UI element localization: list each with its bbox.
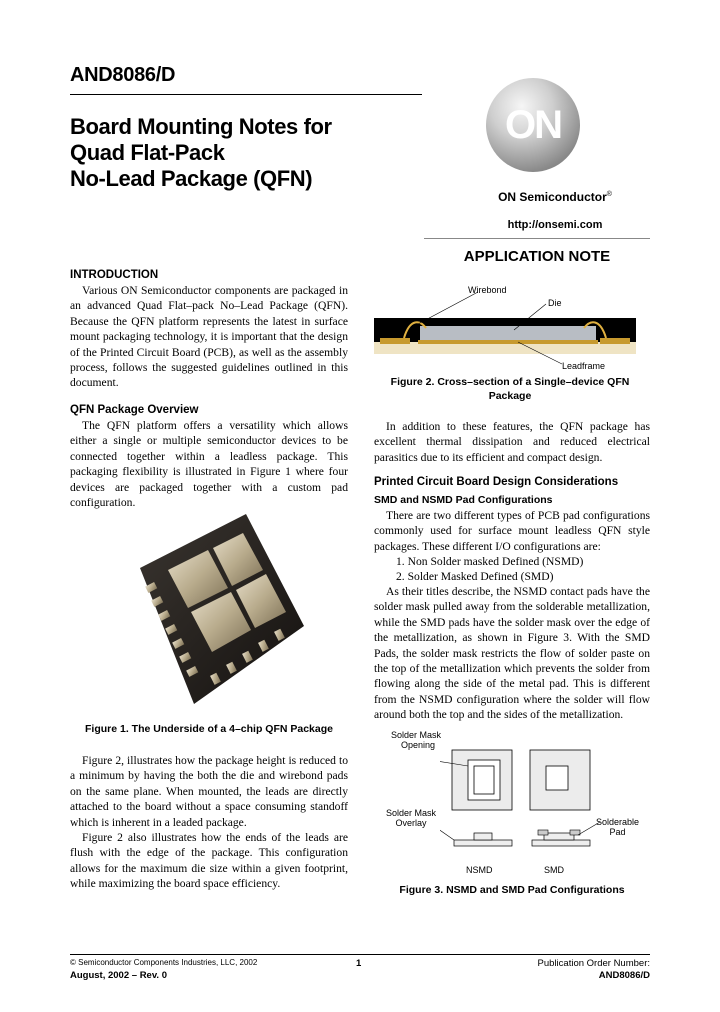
overview-heading: QFN Package Overview <box>70 404 199 416</box>
document-title <box>70 114 410 192</box>
label-nsmd: NSMD <box>466 865 493 875</box>
label-die: Die <box>548 298 562 308</box>
title-line-3: No-Lead Package (QFN) <box>70 166 313 191</box>
features-paragraph: In addition to these features, the QFN package has excellent thermal dissipation and reduced electrical parasitics due to its efficient and compact design. <box>374 420 650 464</box>
label-mask-overlay: Solder Mask Overlay <box>386 808 437 828</box>
header-rule <box>70 94 422 95</box>
intro-heading: INTRODUCTION <box>70 269 159 281</box>
nsmd-board <box>454 840 512 846</box>
pcb-heading: Printed Circuit Board Design Considerations <box>374 476 619 488</box>
overview-paragraph: The QFN platform offers a versatility which allows either a single or multiple semiconductor devices to be connected together within a leadless package. This packaging flexibility is illustrated in Figure 1 where four devices are packaged together with a custom pad configuration. <box>70 419 348 510</box>
figure-2-paragraph: Figure 2, illustrates how the package height is reduced to a minimum by having the both the die and wirebond pads on the same plane. When mounted, the leads are directly attached to the board without a space consuming standoff which is inherent in a leaded package. <box>70 754 348 829</box>
smd-mask-right <box>570 830 580 835</box>
footer-rule <box>70 954 650 955</box>
figure-1-caption: Figure 1. The Underside of a 4–chip QFN Package <box>85 723 333 735</box>
figure-2-cross-section <box>374 284 636 370</box>
label-wirebond: Wirebond <box>468 285 507 295</box>
publication-label: Publication Order Number: <box>537 958 650 969</box>
label-solderable-pad: Solderable Pad <box>596 817 640 837</box>
publication-number: AND8086/D <box>598 970 650 981</box>
figure-3-pad-diagram <box>440 740 610 870</box>
company-name: ON Semiconductor® <box>498 190 612 204</box>
lead-left <box>380 338 410 344</box>
nsmd-section-pad <box>474 833 492 840</box>
copyright: © Semiconductor Components Industries, LLC, 2002 <box>70 958 258 967</box>
smd-board <box>532 840 590 846</box>
figure-2b-paragraph: Figure 2 also illustrates how the ends of the leads are flush with the edge of the package. This configuration allows for the maximum die size within a given footprint, while maximizing the board space efficiency. <box>70 831 348 891</box>
list-item: 2. Solder Masked Defined (SMD) <box>396 570 554 584</box>
nsmd-paragraph: As their titles describe, the NSMD contact pads have the solder mask pulled away from the solderable metallization, while the SMD pads have the solder mask over the edge of the metallization, as shown in Figure 3. With the SMD Pads, the solder mask restricts the flow of solder paste on the top of the metallization which prevents the solder from flowing along the side of the metal pad. This is different from the NSMD configuration where the solder will flow around both the top and the sides of the metallization. <box>374 585 650 722</box>
smd-heading: SMD and NSMD Pad Configurations <box>374 494 553 506</box>
smd-mask-left <box>538 830 548 835</box>
label-mask-opening: Solder Mask Opening <box>391 730 442 750</box>
brand-rule <box>424 238 650 239</box>
title-line-2: Quad Flat-Pack <box>70 140 225 165</box>
figure-2-caption: Figure 2. Cross–section of a Single–device QFN Package <box>390 376 630 402</box>
nsmd-pad <box>474 766 494 794</box>
figure-1-qfn-package-image <box>128 508 308 718</box>
pad-config-list <box>396 554 583 585</box>
trademark-symbol: ® <box>606 191 612 198</box>
smd-opening <box>546 766 568 790</box>
leader-overlay <box>440 826 454 840</box>
list-item: 1. Non Solder masked Defined (NSMD) <box>396 555 584 568</box>
smd-section-pad <box>544 833 574 840</box>
company-url[interactable]: http://onsemi.com <box>507 219 603 231</box>
leader-pad <box>578 822 600 835</box>
die-paddle <box>418 340 598 344</box>
page-number: 1 <box>356 958 362 969</box>
document-number: AND8086/D <box>70 64 176 86</box>
smd-paragraph: There are two different types of PCB pad configurations commonly used for surface mount leadless QFN style packages. These different I/O configurations are: <box>374 509 650 553</box>
label-smd: SMD <box>544 865 564 875</box>
figure-3-caption: Figure 3. NSMD and SMD Pad Configurations <box>399 884 625 896</box>
application-note-label: APPLICATION NOTE <box>463 248 611 265</box>
on-semiconductor-logo <box>486 78 580 172</box>
die <box>420 326 596 340</box>
logo-text: ON <box>505 103 561 147</box>
label-leadframe: Leadframe <box>562 361 606 371</box>
title-line-1: Board Mounting Notes for <box>70 114 332 139</box>
intro-paragraph: Various ON Semiconductor components are packaged in an advanced Quad Flat–pack No–Lead Package (QFN). Because the QFN platform represents the latest in surface mount packaging technology, it is important that the design of the Printed Circuit Board (PCB), as well as the assembly process, follows the suggested guidelines outlined in this document. <box>70 284 348 390</box>
revision-date: August, 2002 – Rev. 0 <box>70 970 167 981</box>
lead-right <box>600 338 630 344</box>
